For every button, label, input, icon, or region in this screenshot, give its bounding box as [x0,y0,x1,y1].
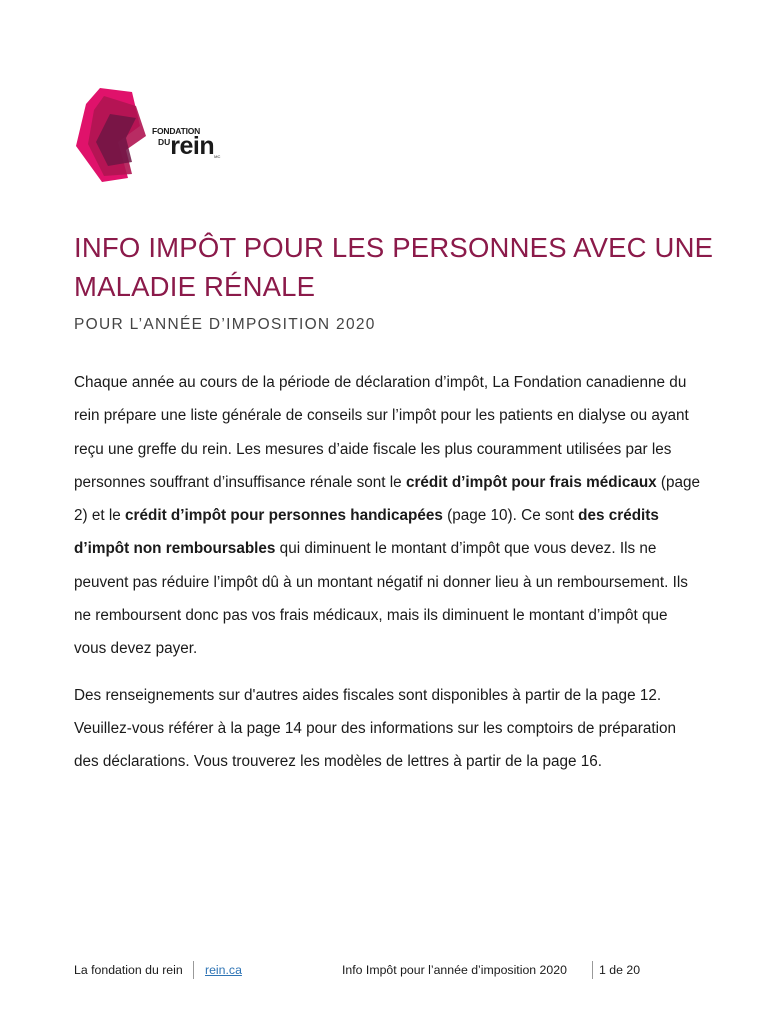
text-run: Chaque année au cours de la période de déclaration d’impôt, La Fondation canadienne du rein prépare une liste générale de conseils sur l’impôt pour les patients en dialyse ou ayant reçu une greffe du rein. Les mesures d’aide fiscale les plus couramment utilisées par les personnes souffrant d’insuffisance rénale sont le [74,374,689,491]
footer-divider [193,961,194,979]
bold-non-refundable: des crédits d’impôt non remboursables [74,507,659,558]
text-run: (page 10). Ce sont [442,507,579,525]
logo-fondation-text: FONDATION [152,126,201,136]
footer-link[interactable]: rein.ca [205,963,242,977]
text-run: (page 2) et le [74,473,701,525]
body-text [74,366,704,779]
text-run: qui diminuent le montant d’impôt que vous devez. Ils ne peuvent pas réduire l’impôt dû à un montant négatif ni donner lieu à un remboursement. Ils ne remboursent donc pas vos frais médicaux, mais ils diminuent le montant d’impôt que vous devez payer. [74,540,688,658]
foundation-logo [74,86,244,186]
resources-paragraph: Des renseignements sur d'autres aides fiscales sont disponibles à partir de la page 12. Veuillez-vous référer à la page 14 pour des informations sur les comptoirs de préparation des déclarations. Vous trouverez les modèles de lettres à partir de la page 16. [74,686,677,771]
page-subtitle: POUR L’ANNÉE D’IMPOSITION 2020 [74,316,376,333]
footer-doc-title: Info Impôt pour l’année d’imposition 2020 [342,963,567,977]
logo-mark [74,86,154,186]
logo-trademark: MC [214,154,221,159]
bold-disability-credit: crédit d’impôt pour personnes handicapées [125,507,443,525]
footer-divider [592,961,593,979]
logo-rein-text: rein [170,132,215,160]
footer-page-number: 1 de 20 [599,963,641,977]
page-title: INFO IMPÔT POUR LES PERSONNES AVEC UNE MALADIE RÉNALE [74,232,714,302]
logo-du-text: DU [158,137,171,147]
intro-paragraph [74,366,704,666]
footer-org: La fondation du rein [74,963,183,977]
bold-medical-credit: crédit d’impôt pour frais médicaux [405,473,657,491]
page-footer [74,961,694,981]
